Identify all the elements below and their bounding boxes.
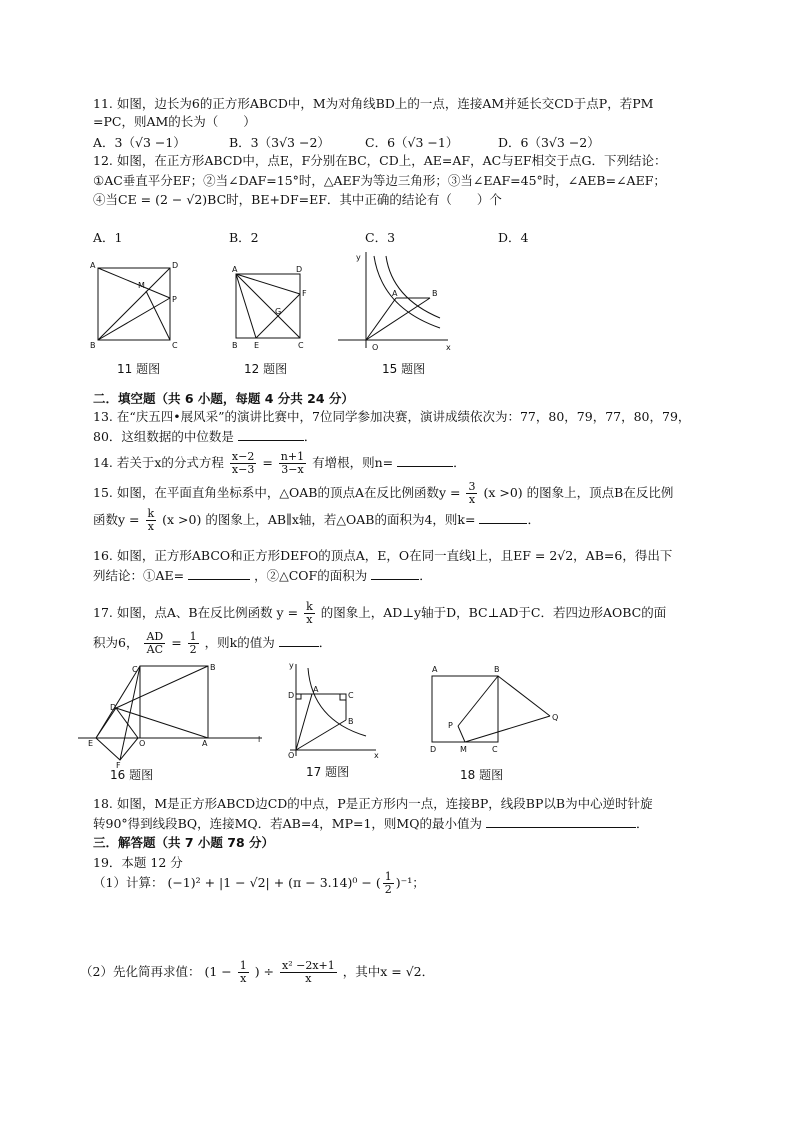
q18-number: 18. xyxy=(93,796,113,811)
q11-line2: =PC，则AM的长为（ ） xyxy=(93,114,256,129)
q14-number: 14. xyxy=(93,455,113,470)
q16-text-2b: ，②△COF的面积为 xyxy=(254,568,368,583)
fig16-label-a: A xyxy=(202,739,208,748)
q16-line2 xyxy=(93,567,432,584)
q16-line1 xyxy=(93,548,672,564)
fig16-label-d: D xyxy=(110,703,117,712)
fig16-label-l: l xyxy=(258,735,261,744)
q19-part1-label: （1）计算： xyxy=(93,875,164,890)
q15-pre: 如图，在平面直角坐标系中，△OAB的顶点A在反比例函数y = xyxy=(116,485,461,500)
q12-line2: ①AC垂直平分EF；②当∠DAF=15°时，△AEF为等边三角形；③当∠EAF=45°时，∠AEB=∠AEF； xyxy=(93,173,666,188)
fig15-label-x: x xyxy=(446,343,451,352)
q11-option-a[interactable]: A．3（√3 −1） xyxy=(93,135,186,150)
fig15-label-y: y xyxy=(356,253,361,262)
fig17-label-o: O xyxy=(288,751,295,760)
fig11-caption: 11 题图 xyxy=(117,362,161,376)
q19-part1-post: )⁻¹； xyxy=(395,875,425,890)
q12-number: 12. xyxy=(93,153,113,168)
q12-line1 xyxy=(93,153,666,169)
fig12-label-d: D xyxy=(296,265,303,274)
q12-line3: ④当CE = (2 − √2)BC时，BE+DF=EF．其中正确的结论有（ ）个 xyxy=(93,192,502,207)
q12-option-b[interactable]: B．2 xyxy=(229,230,259,245)
fig11-label-a: A xyxy=(90,261,96,270)
q17-l2post: ，则k的值为 xyxy=(204,635,275,650)
q17-l2pre: 积为6， xyxy=(93,635,139,650)
q14-end: ． xyxy=(453,455,466,470)
q14-post: 有增根，则n= xyxy=(312,455,394,470)
fig11-label-b: B xyxy=(90,341,96,350)
q17-line1 xyxy=(93,598,666,628)
q11-option-b[interactable]: B．3（3√3 −2） xyxy=(229,135,330,150)
q16-end: ． xyxy=(419,568,432,583)
q18-answer-blank[interactable] xyxy=(486,815,636,828)
q13-line2 xyxy=(93,428,316,445)
q17-pre: 如图，点A、B在反比例函数 y = xyxy=(116,605,299,620)
q17-fraction-1: $\frac{k}{x}$ xyxy=(306,600,313,626)
figure-11 xyxy=(88,260,188,360)
fig17-label-y: y xyxy=(289,661,294,670)
q18-text-2: 转90°得到线段BQ，连接MQ．若AB=4，MP=1，则MQ的最小值为 xyxy=(93,816,482,831)
figure-18 xyxy=(424,660,564,760)
q19-part2-post: ，其中x = √2． xyxy=(342,964,435,979)
q14-equals: = xyxy=(262,455,273,470)
q11-line1 xyxy=(93,96,653,112)
q15-fraction-2: $\frac{k}{x}$ xyxy=(147,507,155,533)
fig16-label-b: B xyxy=(210,663,216,672)
q19-part2-fraction-1: $\frac{1}{x}$ xyxy=(239,959,247,985)
fig17-label-x: x xyxy=(374,751,379,760)
q14-fraction-1: $\frac{x-2}{x-3}$ xyxy=(231,450,255,476)
fig16-label-e: E xyxy=(88,739,94,748)
fig12-label-e: E xyxy=(254,341,260,350)
fig12-caption: 12 题图 xyxy=(244,362,288,376)
fig11-label-p: P xyxy=(172,295,177,304)
q13-text-1: 在“庆五四•展风采”的演讲比赛中，7位同学参加决赛，演讲成绩依次为：77，80，79，77，80，79， xyxy=(116,409,691,424)
q19-part2 xyxy=(80,957,434,987)
q18-text-1: 如图，M是正方形ABCD边CD的中点，P是正方形内一点，连接BP，线段BP以B为中心逆时针旋 xyxy=(116,796,653,811)
fig18-label-q: Q xyxy=(552,713,559,722)
fig11-label-c: C xyxy=(172,341,178,350)
fig18-label-d: D xyxy=(430,745,437,754)
q14-pre: 若关于x的分式方程 xyxy=(116,455,224,470)
q14-line xyxy=(93,448,466,478)
fig17-label-c: C xyxy=(348,691,354,700)
q19-part2-a: (1 − xyxy=(204,964,232,979)
q15-mid: (x >0) 的图象上，顶点B在反比例 xyxy=(483,485,674,500)
fig17-label-b: B xyxy=(348,717,354,726)
q13-line1 xyxy=(93,409,690,425)
fig12-label-c: C xyxy=(298,341,304,350)
q17-line2 xyxy=(93,628,331,658)
q12-option-d[interactable]: D．4 xyxy=(498,230,529,245)
fig18-label-m: M xyxy=(460,745,467,754)
q18-line1 xyxy=(93,796,653,812)
q13-number: 13. xyxy=(93,409,113,424)
q11-option-d[interactable]: D．6（3√3 −2） xyxy=(498,135,600,150)
q16-answer-blank-2[interactable] xyxy=(371,567,419,580)
q17-number: 17. xyxy=(93,605,113,620)
q16-text-2a: 列结论：①AE= xyxy=(93,568,185,583)
q14-fraction-2: $\frac{n+1}{3-x}$ xyxy=(280,450,305,476)
fig11-label-m: M xyxy=(138,281,145,290)
q19-part1-expr: (−1)² + |1 − √2| + (π − 3.14)⁰ − ( xyxy=(167,875,381,890)
fig11-label-d: D xyxy=(172,261,179,270)
q13-end: ． xyxy=(303,429,317,444)
fig15-caption: 15 题图 xyxy=(382,362,426,376)
fig16-label-f: F xyxy=(116,761,121,770)
q15-line2 xyxy=(93,505,540,535)
q11-number: 11. xyxy=(93,96,113,111)
figure-16 xyxy=(76,662,266,772)
q15-line1 xyxy=(93,478,673,508)
q15-answer-blank[interactable] xyxy=(479,511,527,524)
section-2-title: 二．填空题（共 6 小题，每题 4 分共 24 分） xyxy=(93,391,354,406)
figure-15 xyxy=(330,248,460,358)
q18-end: ． xyxy=(635,816,649,831)
fig17-caption: 17 题图 xyxy=(306,765,350,779)
fig12-label-f: F xyxy=(302,289,307,298)
fig16-label-o: O xyxy=(139,739,146,748)
q15-l2pre: 函数y = xyxy=(93,512,140,527)
fig12-label-a: A xyxy=(232,265,238,274)
q12-option-c[interactable]: C．3 xyxy=(365,230,396,245)
fig17-label-a: A xyxy=(313,685,319,694)
fig17-label-d: D xyxy=(288,691,295,700)
q16-text-1: 如图，正方形ABCO和正方形DEFO的顶点A，E，O在同一直线l上，且EF = 2√2，AB=6，得出下 xyxy=(116,548,673,563)
q15-l2post: (x >0) 的图象上，AB∥x轴，若△OAB的面积为4，则k= xyxy=(162,512,476,527)
q13-text-2: 80．这组数据的中位数是 xyxy=(93,429,234,444)
q18-line2 xyxy=(93,815,648,832)
q19-part2-fraction-2: $\frac{\text{x² −2x+1}}{x}$ xyxy=(282,959,335,985)
fig18-label-c: C xyxy=(492,745,498,754)
q19-part2-label: （2）先化简再求值： xyxy=(80,964,201,979)
q15-end: ． xyxy=(527,512,540,527)
section-3-title: 三．解答题（共 7 小题 78 分） xyxy=(93,835,275,850)
q19-part2-b: ) ÷ xyxy=(254,964,275,979)
fig12-label-g: G xyxy=(275,307,282,316)
fig18-label-p: P xyxy=(448,721,453,730)
fig18-label-a: A xyxy=(432,665,438,674)
fig15-label-o: O xyxy=(372,343,379,352)
q14-answer-blank[interactable] xyxy=(397,454,453,467)
figure-17 xyxy=(282,660,382,760)
q19-part1 xyxy=(93,868,425,898)
fig15-label-b: B xyxy=(432,289,438,298)
q11-text-1: 如图，边长为6的正方形ABCD中，M为对角线BD上的一点，连接AM并延长交CD于点P，若PM xyxy=(116,96,654,111)
q17-end: ． xyxy=(318,635,332,650)
q17-answer-blank[interactable] xyxy=(279,634,319,647)
q13-answer-blank[interactable] xyxy=(238,428,304,441)
q15-fraction-1: $\frac{3}{x}$ xyxy=(468,480,476,506)
fig18-label-b: B xyxy=(494,665,500,674)
fig18-caption: 18 题图 xyxy=(460,768,504,782)
q19-part1-fraction: $\frac{1}{2}$ xyxy=(384,870,392,896)
q15-number: 15. xyxy=(93,485,113,500)
fig12-label-b: B xyxy=(232,341,238,350)
q17-fraction-3: $\frac{1}{2}$ xyxy=(189,630,197,656)
fig15-label-a: A xyxy=(392,289,398,298)
q11-option-c[interactable]: C．6（√3 −1） xyxy=(365,135,459,150)
q16-answer-blank-1[interactable] xyxy=(188,567,250,580)
q16-number: 16. xyxy=(93,548,113,563)
q17-fraction-2: $\frac{AD}{AC}$ xyxy=(146,630,164,656)
q12-option-a[interactable]: A．1 xyxy=(93,230,123,245)
q17-equals: = xyxy=(171,635,182,650)
fig16-caption: 16 题图 xyxy=(110,768,154,782)
figure-12 xyxy=(228,260,328,360)
q17-post: 的图象上，AD⊥y轴于D，BC⊥AD于C．若四边形AOBC的面 xyxy=(320,605,667,620)
q12-text-1: 如图，在正方形ABCD中，点E，F分别在BC，CD上，AE=AF，AC与EF相交于点G．下列结论： xyxy=(116,153,667,168)
fig16-label-c: C xyxy=(132,665,138,674)
q19-header: 19．本题 12 分 xyxy=(93,855,183,870)
